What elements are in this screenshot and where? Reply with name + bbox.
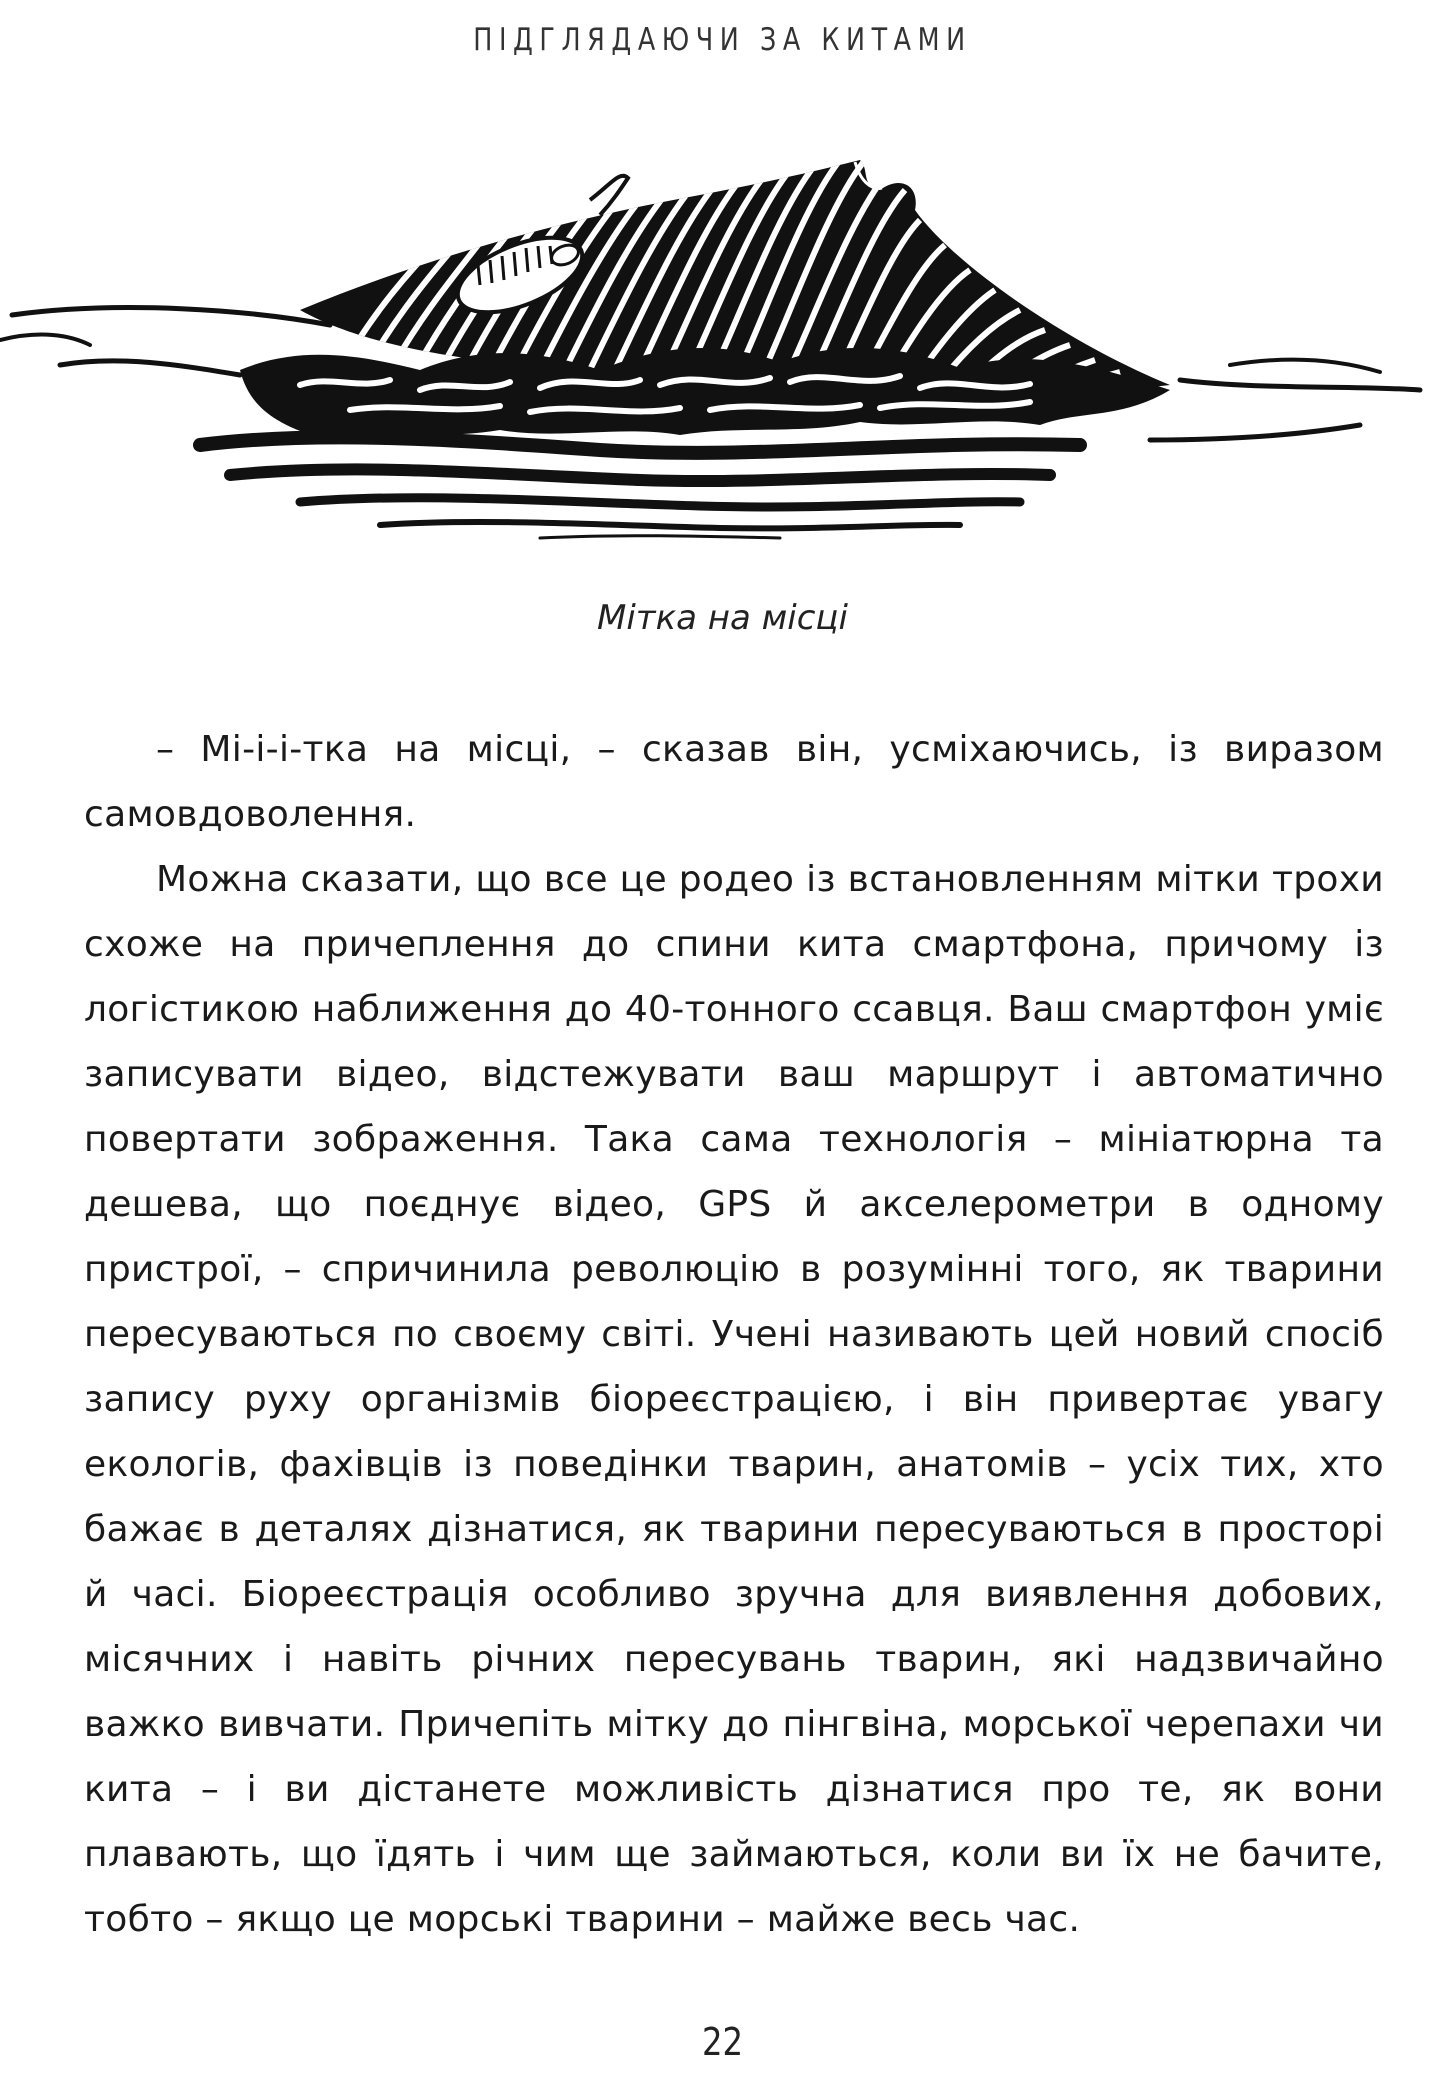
whale-back-illustration (0, 140, 1445, 540)
body-text (84, 717, 1384, 1952)
figure-caption: Мітка на місці (596, 598, 848, 638)
running-title: ПІДГЛЯДАЮЧИ ЗА КИТАМИ (473, 22, 972, 58)
whale-icon (0, 140, 1445, 540)
paragraph: Можна сказати, що все це родео із встановленням мітки трохи схоже на причеплення до спини кита смартфона, причому із логістикою наближення до 40-тонного ссавця. Ваш смартфон уміє записувати відео, відстежувати ваш маршрут і автоматично повертати зображення. Така сама технологія – мініатюрна та дешева, що поєднує відео, GPS й акселерометри в одному пристрої, – спричинила революцію в розумінні того, як тварини пересуваються по своєму світі. Учені називають цей новий спосіб запису руху організмів біореєстрацією, і він привертає увагу екологів, фахівців із поведінки тварин, анатомів – усіх тих, хто бажає в деталях дізнатися, як тварини пересуваються в просторі й часі. Біореєстрація особливо зручна для виявлення добових, місячних і навіть річних пересувань тварин, які надзвичайно важко вивчати. Причепіть мітку до пінгвіна, морської черепахи чи кита – і ви дістанете можливість дізнатися про те, як вони плавають, що їдять і чим ще займаються, коли ви їх не бачите, тобто – якщо це морські тварини – майже весь час. (84, 859, 1384, 1940)
paragraph: – Мі-і-і-тка на місці, – сказав він, усміхаючись, із виразом самовдоволення. (84, 729, 1384, 835)
page-number: 22 (701, 2020, 744, 2064)
